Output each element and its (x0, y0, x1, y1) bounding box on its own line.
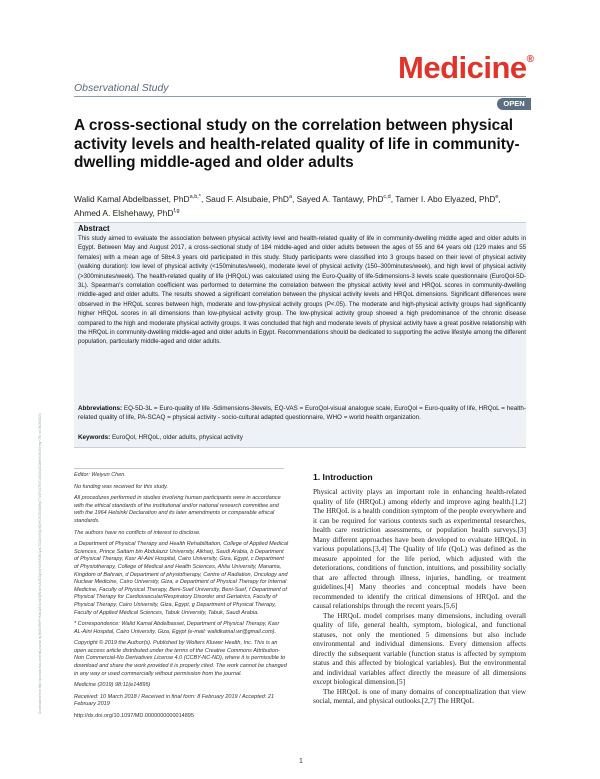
header-rule (74, 96, 526, 97)
author-affiliation: f,g (173, 207, 180, 214)
author-affiliation: c,d (383, 194, 391, 200)
intro-paragraph: The HRQoL model comprises many dimensions, including overall quality of life, general health, symptom, biological, and functional statuses, not only the mentioned 5 dimensions but also include environmental and individual dimensions. Every dimension affects directly the subsequent variable (function status is affected by symptom status and this affected by biological variables). But the environmental and individual variables affect directly the measure of all dimensions except biological dimension.[5] (313, 611, 526, 686)
journal-name: Medicine (398, 50, 527, 85)
keywords (78, 434, 526, 441)
journal-brand (398, 50, 532, 86)
abbreviations (78, 404, 526, 423)
download-stamp (38, 413, 45, 724)
article-title: A cross-sectional study on the correlation between physical activity levels and health-related quality of life in community-dwelling middle-aged and older adults (74, 117, 520, 171)
abbreviations-text: EQ-5D-3L = Euro-quality of life -5dimensions-3levels, EQ-VAS = EuroQol-visual analogue scale, EuroQol = Euro-quality of life, HRQoL = health-related quality of life, PA-SCAQ = physical activity - socio-cultural adapted questionnaire, WHO = world health organization. (78, 405, 526, 422)
abstract-heading: Abstract (78, 224, 110, 233)
affiliations-note: a Department of Physical Therapy and Health Rehabilitation, College of Applied Medical Sciences, Prince Sattam bin Abdulaziz University, Alkharj, Saudi Arabia, b Department of Physical Therapy, Kasr Al-Aini Hospital, Cairo University, Giza, Egypt, c Department of Physiotherapy, College of Medical and Health Sciences, Ahlia University, Manama, Kingdom of Bahrain, d Department of physiotherapy, Centre of Radiation, Oncology and Nuclear Medicine, Cairo University, Giza, e Department of Physical Therapy for Internal Medicine, Faculty of Physical Therapy, Beni-Suef University, Beni-Suef, f Department of Physical Therapy for Cardiovascular/Respiratory Disorder and Geriatrics, Faculty of Physical Therapy, Cairo University, Giza, Egypt, g Department of Physical Therapy, Faculty of Applied Medical Sciences, Tabuk University, Tabuk, Saudi Arabia. (74, 541, 289, 616)
keywords-label: Keywords: (78, 434, 111, 441)
conflicts-note: The authors have no conflicts of interest to disclose. (74, 529, 201, 536)
correspondence-note: * Correspondence: Walid Kamal Abdelbasset, Department of Physical Therapy, Kasr AL-Aini Hospital, Cairo University, Giza, Egypt (e-mail: walidkamal.wr@gmail.com). (74, 621, 280, 635)
author-name: Sayed A. Tantawy, PhD (296, 193, 384, 204)
editor-note: Editor: Weiyun Chen. (74, 472, 126, 478)
page-number: 1 (299, 758, 303, 765)
author-name: Walid Kamal Abdelbasset, PhD (74, 193, 190, 204)
author-affiliation: a,b,* (189, 194, 201, 200)
citation-note: Medicine (2019) 98:11(e14895) (74, 682, 151, 689)
registered-mark: ® (526, 54, 534, 65)
intro-paragraph: The HRQoL is one of many domains of conceptualization that view social, mental, and physical outlooks.[2,7] The HRQoL (313, 687, 526, 705)
author-name: Tamer I. Abo Elyazed, PhD (395, 193, 496, 204)
open-access-badge: OPEN (497, 98, 531, 110)
download-stamp-text: Downloaded from http://journals.lww.com/md-journal by BhDMf5ePHKav1zEoum1tQfN4a+kJLhEZgbsIHo4XMi0hCywCX1AWnYQp/IlQrHD3i3D0OdRyi7TvSFl4Cf3VC4/OAVpDDa8KKGKV0Ymy+78= on 06/26/2024 (38, 413, 42, 714)
intro-heading: 1. Introduction (313, 472, 373, 482)
front-matter-notes (74, 472, 289, 725)
section-label: Observational Study (74, 82, 169, 94)
doi-link[interactable]: http://dx.doi.org/10.1097/MD.0000000000014895 (74, 713, 194, 720)
author-name: Saud F. Alsubaie, PhD (205, 193, 289, 204)
author-list: Walid Kamal Abdelbasset, PhD$^{a,b,*}$, Saud F. Alsubaie, PhD$^a$, Sayed A. Tantawy, PhD$^{c,d}$, Tamer I. Abo Elyazed, PhD$^e$, Ahmed A. Elshehawy, PhD$^{f,g}$ (74, 193, 501, 218)
funding-note: No funding was received for this study. (74, 483, 169, 490)
author-name: Ahmed A. Elshehawy, PhD (74, 207, 174, 218)
dates-note: Received: 10 March 2018 / Received in final form: 8 February 2019 / Accepted: 21 February 2019 (74, 693, 275, 708)
notes-rule (74, 468, 284, 469)
intro-body (313, 488, 526, 707)
ethics-note: All procedures performed in studies involving human participants were in accordance with the ethical standards of the institutional and/or national research committee and with the 1964 Helsinki Declaration and its later amendments or comparable ethical standards. (74, 495, 281, 524)
copyright-note: Copyright © 2019 the Author(s). Published by Wolters Kluwer Health, Inc. This is an open access article distributed under the terms of the Creative Commons Attribution-Non Commercial-No Derivatives License 4.0 (CCBY-NC-ND), where it is permissible to download and share the work provided it is properly cited. The work cannot be changed in any way or used commercially without permission from the journal. (74, 640, 287, 677)
author-affiliation: a (288, 194, 292, 200)
abbreviations-label: Abbreviations: (78, 405, 123, 412)
abstract-text: This study aimed to evaluate the association between physical activity level and health-related quality of life in community-dwelling middle aged and older adults in Egypt. Between May and August 2017, a cross-sectional study of 184 middle-aged and older adults between the ages of 55 and 64 years old (129 males and 55 females) with a mean age of 58±4.3 years old participated in this study. Study participants were classified into 3 groups based on their level of physical activity (walking duration): low level of physical activity (<150minutes/week), moderate level of physical activity (150–300minutes/week), and high level of physical activity (>300minutes/week). The health-related quality of life (HRQoL) was calculated using the Euro-Quality of life-5dimensions-3 levels scale questionnaire (EuroQol-5D-3L). Spearman's correlation coefficient was performed to determine the correlation between the physical activity level and HRQoL scores in community-dwelling middle-aged and older adults. The results showed a significant correlation between the physical activity levels and HRQoL dimensions. Significant differences were observed in the HRQoL scores between high, moderate and low-physical activity groups (P<.05). The moderate and high-physical activity groups had significantly higher HRQoL scores in all dimensions than low-physical activity group. The low-physical activity group showed a high predominance of the chronic disease compared to the high and moderate physical activity groups. It was concluded that high and moderate levels of physical activity have a great positive relationship with the HRQoL in community-dwelling middle-aged and older adults in Egypt. Recommendations should be dedicated to supporting the active lifestyle among the different population, particularly middle-aged and older adults. (78, 235, 526, 346)
intro-paragraph: Physical activity plays an important role in enhancing health-related quality of life (HRQoL) among elderly and improve aging health.[1,2] The HRQoL is a health condition symptom of the people everywhere and it can be required for various contexts such as experimental researches, health care restriction assessments, or population health surveys.[3] Many different approaches have been developed to evaluate HRQoL in various populations.[3,4] The Quality of life (QoL) was defined as the measure appointed for the life period, which adjusted with the deteriorations, conditions of function, intuitions, and possibility socially that are affected through illness, injuries, handling, or treatment guidelines.[4] Many theories and conceptual models have been recommended to identify the critical dimensions of HRQoL and the causal relationships through the recent years.[5,6] (313, 488, 526, 610)
author-affiliation: e (495, 194, 499, 200)
keywords-text: EuroQol, HRQoL, older adults, physical activity (111, 434, 243, 441)
